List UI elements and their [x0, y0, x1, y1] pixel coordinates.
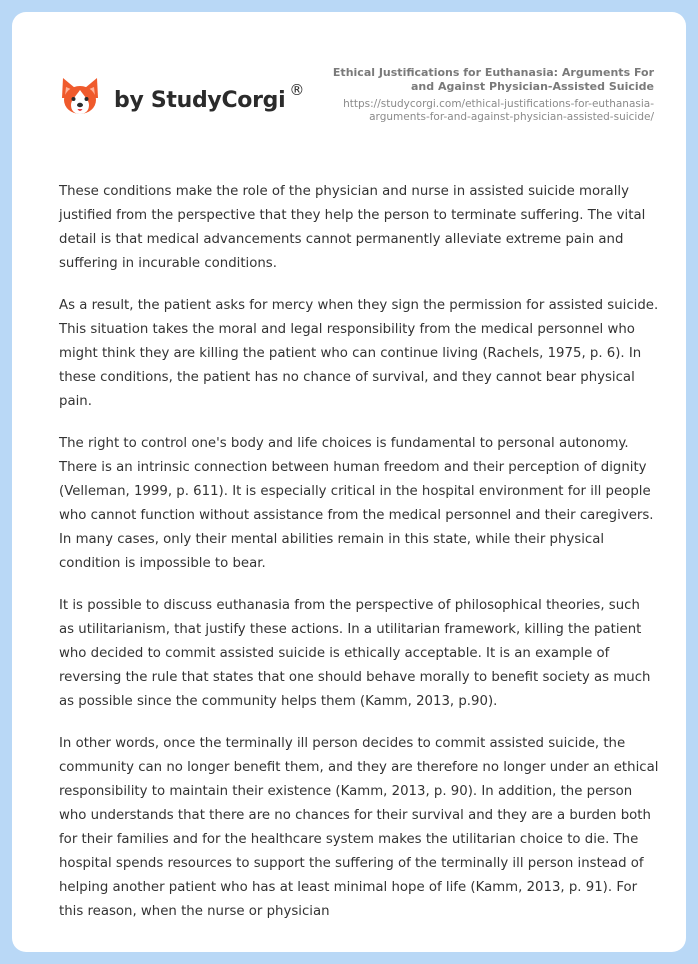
paragraph: It is possible to discuss euthanasia from the perspective of philosophical theories, such as utilitarianism, that justify these actions. In a utilitarian framework, killing the patient who decided to commit assisted suicide is ethically acceptable. It is an example of reversing the rule that states that one should behave morally to benefit society as much as possible since the community helps them (Kamm, 2013, p.90). [59, 598, 651, 709]
document-meta [309, 66, 654, 124]
corgi-icon [60, 74, 100, 118]
studycorgi-logo[interactable] [60, 74, 304, 118]
brand-name: by StudyCorgi ® [114, 80, 305, 113]
document-url[interactable]: https://studycorgi.com/ethical-justifications-for-euthanasia-arguments-for-and-against-physician-assisted-suicide/ [343, 98, 654, 123]
paragraph: As a result, the patient asks for mercy when they sign the permission for assisted suicide. This situation takes the moral and legal responsibility from the medical personnel who might think they are killing the patient who can continue living (Rachels, 1975, p. 6). In these conditions, the patient has no chance of survival, and they cannot bear physical pain. [59, 298, 659, 409]
paragraph: In other words, once the terminally ill person decides to commit assisted suicide, the community can no longer benefit them, and they are therefore no longer under an ethical responsibility to maintain their existence (Kamm, 2013, p. 90). In addition, the person who understands that there are no chances for their survival and they are a burden both for their families and for the healthcare system makes the utilitarian choice to die. The hospital spends resources to support the suffering of the terminally ill person instead of helping another patient who has at least minimal hope of life (Kamm, 2013, p. 91). For this reason, when the nurse or physician [59, 736, 659, 919]
document-title: Ethical Justifications for Euthanasia: Arguments For and Against Physician-Assisted Suicide [332, 66, 654, 93]
registered-mark: ® [289, 80, 305, 99]
document-body [59, 180, 659, 942]
paragraph: These conditions make the role of the physician and nurse in assisted suicide morally justified from the perspective that they help the person to terminate suffering. The vital detail is that medical advancements cannot permanently alleviate extreme pain and suffering in incurable conditions. [59, 184, 646, 271]
paragraph: The right to control one's body and life choices is fundamental to personal autonomy. There is an intrinsic connection between human freedom and their perception of dignity (Velleman, 1999, p. 611). It is especially critical in the hospital environment for ill people who cannot function without assistance from the medical personnel and their caregivers. In many cases, only their mental abilities remain in this state, while their physical condition is impossible to bear. [59, 436, 654, 571]
document-page [12, 12, 686, 952]
